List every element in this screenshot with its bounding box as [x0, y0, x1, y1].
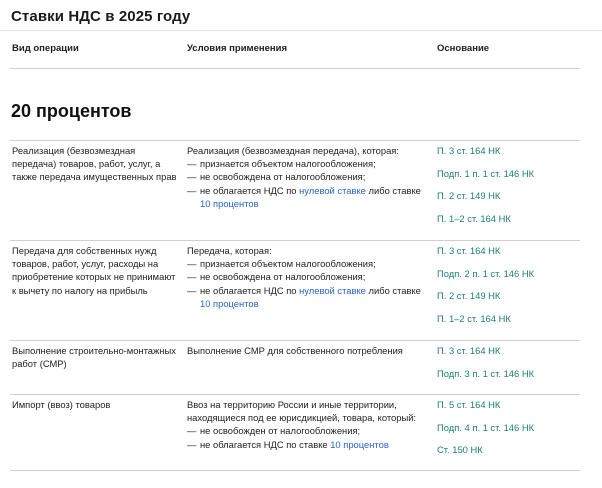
basis-cell: [437, 244, 577, 334]
table-row: [10, 240, 580, 340]
row-divider: [10, 340, 580, 341]
basis-link[interactable]: Подп. 2 п. 1 ст. 146 НК: [437, 267, 535, 279]
condition-item: — не освобождена от налогообложения;: [187, 171, 366, 183]
basis-link[interactable]: П. 2 ст. 149 НК: [437, 290, 501, 301]
zero-rate-link[interactable]: нулевой ставке: [299, 284, 366, 296]
zero-rate-link[interactable]: нулевой ставке: [299, 184, 366, 196]
column-header-operation: Вид операции: [12, 43, 79, 54]
conditions-intro: Выполнение СМР для собственного потребления: [187, 345, 403, 356]
table-row: [10, 140, 580, 240]
basis-link[interactable]: П. 1–2 ст. 164 НК: [437, 212, 511, 224]
operation-cell: Импорт (ввоз) товаров: [12, 399, 111, 410]
basis-link[interactable]: П. 2 ст. 149 НК: [437, 190, 501, 201]
row-divider: [10, 394, 580, 395]
basis-cell: [437, 344, 577, 389]
table-row: [10, 394, 580, 470]
basis-link[interactable]: П. 1–2 ст. 164 НК: [437, 312, 511, 324]
column-header-basis: Основание: [437, 43, 490, 54]
table-row: [10, 340, 580, 394]
condition-item: — не освобождена от налогообложения;: [187, 271, 366, 283]
conditions-cell: [187, 244, 427, 310]
row-divider: [10, 140, 580, 141]
conditions-cell: [187, 344, 427, 357]
column-header-conditions: Условия применения: [187, 43, 288, 54]
basis-link[interactable]: П. 3 ст. 164 НК: [437, 145, 501, 156]
conditions-intro: Передача, которая:: [187, 245, 272, 256]
condition-item: — не освобожден от налогообложения;: [187, 425, 361, 437]
page-title: Ставки НДС в 2025 году: [11, 8, 191, 25]
operation-cell: Реализация (безвозмездная передача) товаров, работ, услуг, а также передача имущественных прав: [12, 145, 177, 183]
operation-cell: Выполнение строительно-монтажных работ (СМР): [12, 345, 176, 370]
conditions-cell: [187, 398, 427, 451]
basis-cell: [437, 144, 577, 234]
basis-link[interactable]: П. 5 ст. 164 НК: [437, 399, 501, 410]
basis-link[interactable]: П. 3 ст. 164 НК: [437, 345, 501, 356]
ten-percent-link[interactable]: 10 процентов: [200, 197, 259, 209]
header-divider: [10, 68, 580, 69]
condition-item: — не облагается НДС по ставке 10 процентов: [187, 438, 389, 450]
operation-cell: Передача для собственных нужд товаров, работ, услуг, расходы на приобретение которых не принимают к вычету по налогу на прибыль: [12, 245, 176, 296]
condition-item: — не облагается НДС по нулевой ставке либо ставке 10 процентов: [187, 284, 421, 309]
table-bottom-divider: [10, 470, 580, 471]
condition-item: — не облагается НДС по нулевой ставке либо ставке 10 процентов: [187, 184, 421, 209]
condition-item: — признается объектом налогообложения;: [187, 158, 376, 170]
ten-percent-link[interactable]: 10 процентов: [330, 438, 389, 450]
row-divider: [10, 240, 580, 241]
conditions-intro: Ввоз на территорию России и иные территории, находящиеся под ее юрисдикцией, товара, который:: [187, 399, 417, 424]
basis-cell: [437, 398, 577, 466]
title-divider: [0, 30, 602, 31]
condition-item: — признается объектом налогообложения;: [187, 258, 376, 270]
basis-link[interactable]: Подп. 3 п. 1 ст. 146 НК: [437, 367, 535, 379]
basis-link[interactable]: П. 3 ст. 164 НК: [437, 245, 501, 256]
ten-percent-link[interactable]: 10 процентов: [200, 297, 259, 309]
basis-link[interactable]: Ст. 150 НК: [437, 444, 483, 455]
basis-link[interactable]: Подп. 4 п. 1 ст. 146 НК: [437, 421, 535, 433]
basis-link[interactable]: Подп. 1 п. 1 ст. 146 НК: [437, 167, 535, 179]
conditions-cell: [187, 144, 427, 210]
section-heading-rate: 20 процентов: [11, 101, 132, 121]
conditions-intro: Реализация (безвозмездная передача), которая:: [187, 145, 399, 156]
